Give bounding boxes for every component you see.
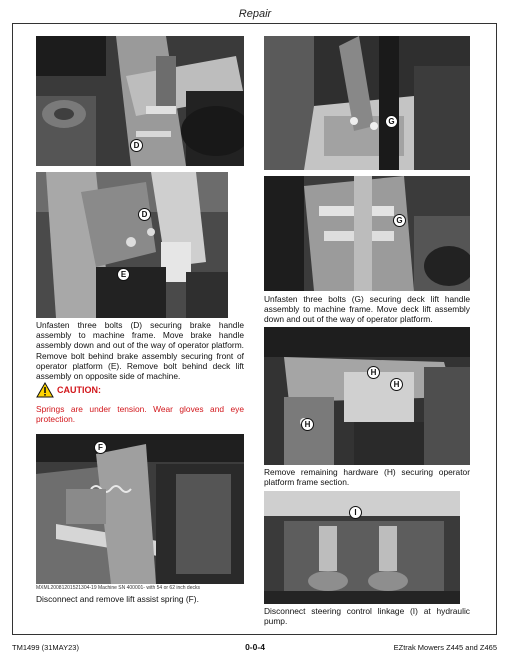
callout-d: D: [138, 208, 151, 221]
figure-reference: MXML20081201521304-19 Machine SN 400001- with 54 or 62 inch decks: [36, 585, 200, 591]
instruction-platform-frame: Remove remaining hardware (H) securing operator platform frame section.: [264, 467, 470, 488]
warning-triangle-icon: [36, 382, 54, 398]
callout-d: D: [130, 139, 143, 152]
photo-brake-assembly-platform: [36, 172, 228, 318]
callout-h: H: [301, 418, 314, 431]
callout-f: F: [94, 441, 107, 454]
caution-heading: [36, 381, 101, 399]
footer-product: EZtrak Mowers Z445 and Z465: [393, 643, 497, 652]
callout-g: G: [393, 214, 406, 227]
instruction-brake-handle: Unfasten three bolts (D) securing brake handle assembly to machine frame. Move brake handle assembly down and out of the way of operator platform. Remove bolt behind brake assembly securing front of operator platform (E). Remove bolt behind deck lift assembly on opposite side of machine.: [36, 320, 244, 382]
instruction-lift-spring: Disconnect and remove lift assist spring (F).: [36, 594, 199, 604]
callout-i: I: [349, 506, 362, 519]
footer-page-number: 0-0-4: [245, 642, 265, 652]
callout-e: E: [117, 268, 130, 281]
caution-text: Springs are under tension. Wear gloves and eye protection.: [36, 404, 244, 425]
page-section-title: Repair: [238, 8, 272, 20]
photo-platform-hardware: [264, 327, 470, 465]
photo-deck-lift-bolts: [264, 176, 470, 291]
photo-deck-lift-handle: [264, 36, 470, 170]
photo-lift-assist-spring: [36, 434, 244, 584]
callout-g: G: [385, 115, 398, 128]
callout-h: H: [390, 378, 403, 391]
callout-h: H: [367, 366, 380, 379]
instruction-steering: Disconnect steering control linkage (I) at hydraulic pump.: [264, 606, 470, 627]
instruction-deck-lift: Unfasten three bolts (G) securing deck lift handle assembly to machine frame. Move deck lift assembly down and out of the way of operator platform.: [264, 294, 470, 325]
footer-doc-id: TM1499 (31MAY23): [12, 643, 79, 652]
photo-steering-linkage: [264, 491, 460, 604]
caution-label: CAUTION:: [57, 385, 101, 395]
